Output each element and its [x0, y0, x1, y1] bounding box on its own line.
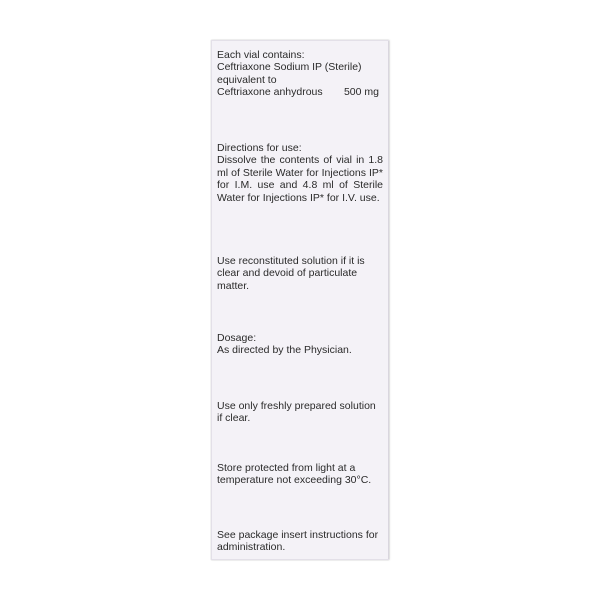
insert-body: See package insert instructions for administration. — [217, 529, 379, 554]
fresh-solution-note — [217, 400, 383, 425]
dosage-heading: Dosage: — [217, 332, 257, 344]
dosage-block — [217, 332, 383, 357]
carton-side-panel — [211, 40, 389, 560]
reconstituted-note — [217, 255, 383, 292]
storage-note — [217, 462, 383, 487]
composition-strength-row — [217, 86, 383, 98]
directions-heading: Directions for use: — [217, 142, 302, 154]
reconstituted-body: Use reconstituted solution if it is clear and devoid of particulate matter. — [217, 255, 365, 292]
directions-body: Dissolve the contents of vial in 1.8 ml of Sterile Water for Injections IP* for I.M. use and 4.8 ml of Sterile Water for Injections IP* for I.V. use. — [217, 154, 383, 204]
strength-value: 500 mg — [343, 86, 379, 99]
composition-line-3: equivalent to — [217, 73, 277, 86]
dosage-body: As directed by the Physician. — [217, 344, 352, 357]
fresh-body: Use only freshly prepared solution if clear. — [217, 400, 376, 425]
composition-block — [217, 49, 383, 99]
composition-line-2: Ceftriaxone Sodium IP (Sterile) — [217, 61, 362, 74]
storage-body: Store protected from light at a temperature not exceeding 30°C. — [217, 462, 372, 487]
composition-line-4: Ceftriaxone anhydrous — [217, 86, 323, 99]
composition-line-1: Each vial contains: — [217, 49, 305, 61]
directions-block — [217, 142, 383, 204]
insert-note — [217, 529, 383, 554]
